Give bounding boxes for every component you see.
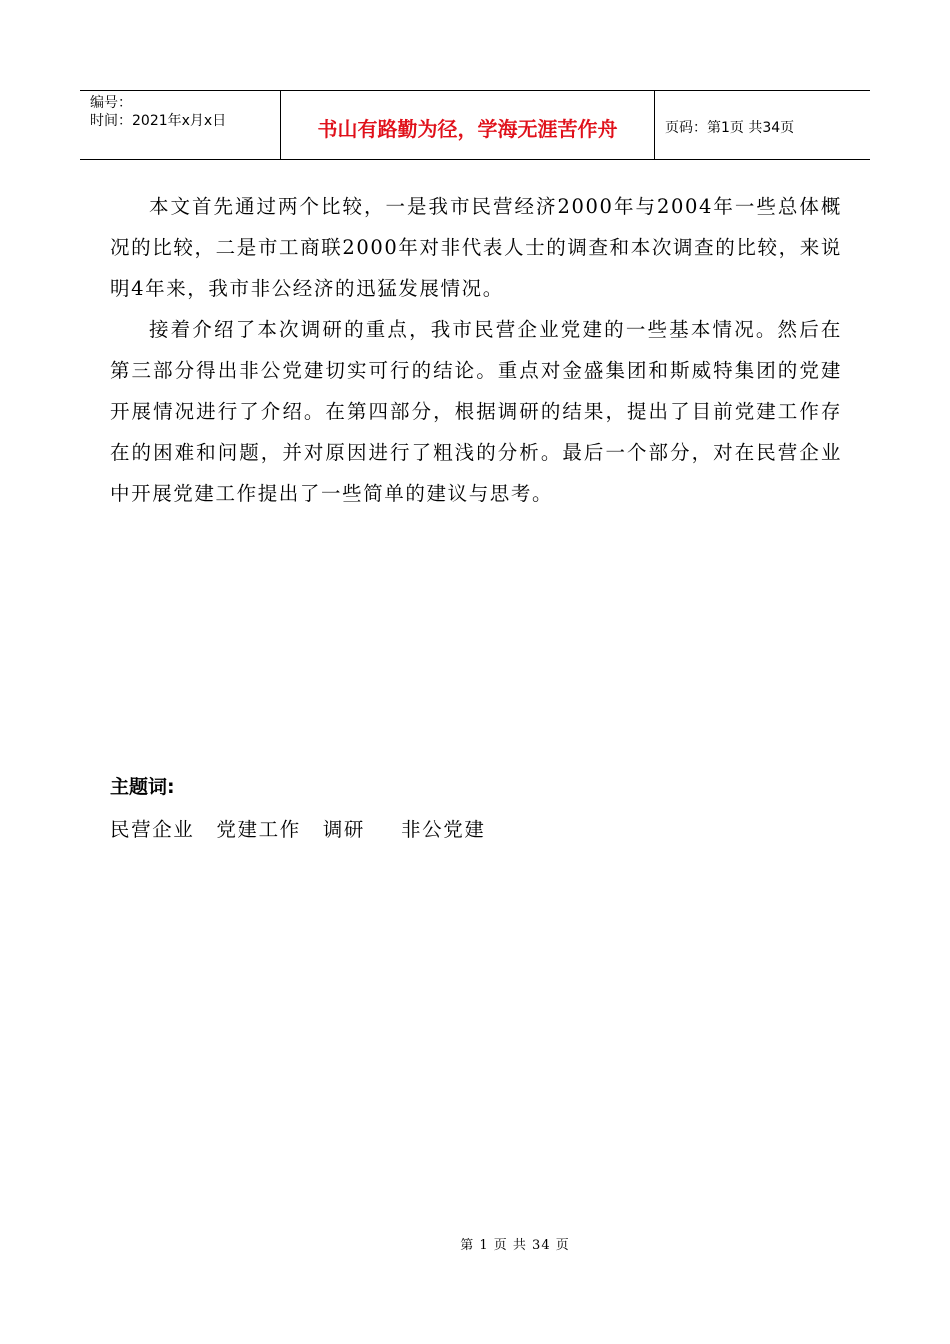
document-body [110, 186, 842, 514]
document-header [80, 90, 870, 160]
serial-label: 编号： [90, 95, 132, 111]
header-meta-cell [80, 91, 281, 159]
header-page-cell [655, 91, 870, 159]
footer-page-number: 第 1 页 共 34 页 [460, 1238, 570, 1253]
keyword-item: 党建工作 [216, 818, 301, 841]
body-paragraph: 本文首先通过两个比较，一是我市民营经济2000年与2004年一些总体概况的比较，二是市工商联2000年对非代表人士的调查和本次调查的比较，来说明4年来，我市非公经济的迅猛发展情况。 [110, 195, 842, 300]
body-paragraph: 接着介绍了本次调研的重点，我市民营企业党建的一些基本情况。然后在第三部分得出非公党建切实可行的结论。重点对金盛集团和斯威特集团的党建开展情况进行了介绍。在第四部分，根据调研的结果，提出了目前党建工作存在的困难和问题，并对原因进行了粗浅的分析。最后一个部分，对在民营企业中开展党建工作提出了一些简单的建议与思考。 [110, 318, 842, 505]
keywords-list [110, 814, 507, 842]
keywords-title: 主题词: [110, 776, 175, 798]
motto-text: 书山有路勤为径，学海无涯苦作舟 [317, 116, 618, 141]
time-label: 时间：2021年x月x日 [90, 113, 227, 129]
header-motto-cell [281, 91, 655, 159]
keyword-item: 民营企业 [110, 818, 195, 841]
keyword-item: 非公党建 [401, 818, 486, 841]
keyword-item: 调研 [322, 818, 366, 841]
header-page-label: 页码：第1页 共34页 [665, 120, 795, 136]
page-footer [0, 1234, 950, 1253]
